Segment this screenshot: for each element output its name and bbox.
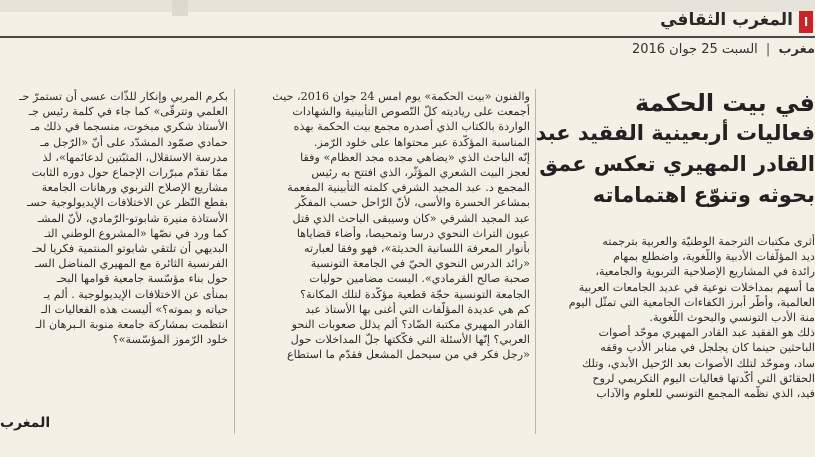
text-line: انتظمت بمشاركة جامعة منوبة الـبرهان الـ <box>35 318 228 332</box>
issue-day: السبت <box>721 42 758 57</box>
text-line: عيون التراث النحوي درسا وتمحيصا، وأضاء قضاياها <box>296 226 530 240</box>
faded-logo <box>172 0 188 16</box>
text-line: بأنوار المعرفة اللسانية الحديثة»، فهو وفقا لعبارته <box>303 242 530 256</box>
text-line: فيد، الذي نظّمه المجمع التونسي للعلوم والآداب <box>596 387 815 401</box>
text-line: ديد المؤلّفات الأدبية واللّغوية، واضطلع بمهام <box>613 250 815 264</box>
article-column-left <box>0 89 228 414</box>
article-column-right <box>545 234 815 457</box>
text-line: إنّه الباحث الذي «يضاهي مجده مجد العظام» وفقا <box>300 150 530 164</box>
publication-name: مغرب <box>778 42 815 57</box>
text-line: بكرم المربي وإنكار للذّات عسى أن تستمرّ حـ <box>19 90 228 103</box>
text-line: بمشاعر الحسرة والأسى، لأنّ الرّاحل حسب المفكّر <box>295 196 530 210</box>
text-line: منة الأدب التونسي والبحوث اللّغوية. <box>649 311 815 325</box>
text-line: البديهي أن تلتقي شابوتو المنتمية فكريا لحـ <box>32 242 228 256</box>
text-line: أجمعت على رياديته كلّ النّصوص التأبينية والشهادات <box>292 105 530 119</box>
text-line: المجمع د. عبد المجيد الشرفي كلمته التأبينية المفعمة <box>287 181 530 195</box>
text-line: الجامعة التونسية حجّة قطعية مؤكّدة لتلك المكانة؟ <box>300 287 530 301</box>
text-line: صحبة صالح القرمادي». اليست مضامين حوليات <box>309 272 530 286</box>
text-line: عبد المجيد الشرفي «كان وسيبقى الباحث الذي قتل <box>292 211 530 225</box>
footer-publication-label: المغرب <box>0 415 51 431</box>
text-line: رائدة في المشاريع الإصلاحية التربوية والجامعية، <box>595 265 815 279</box>
headline-line-3: القادر المهيري تعكس عمق <box>539 152 815 176</box>
text-line: المناسبة المؤكّدة عبر محتواها على خلود الرّمز. <box>313 135 530 149</box>
text-line: الواردة بالكتاب الذي أصدره مجمع بيت الحكمة بهذه <box>293 120 530 134</box>
column-divider <box>535 89 536 434</box>
header-rule <box>0 36 815 38</box>
text-line: حمادي صمّود المشدّد على أنّ «الرّجل مـ <box>40 135 228 149</box>
text-line: الأستاذ شكري مبخوت، منسجما في ذلك مـ <box>30 120 228 134</box>
text-line: حياته و بموته؟» أليست هذه الفعاليات الـ <box>41 302 228 316</box>
text-line: كم هي عديدة المؤلّفات التي أغنى بها الأستاذ عبد <box>305 302 530 316</box>
text-line: ساد، وموحّد لتلك الأصوات بعد الرّحيل الأبدي، وتلك <box>582 356 815 370</box>
text-line: لعجز البيت الشعري المؤثّر، الذي افتتح به رئيس <box>311 166 530 180</box>
section-title: المغرب الثقافي <box>660 10 793 30</box>
article-headline <box>535 88 815 211</box>
issue-date: 25 جوان 2016 <box>631 42 718 57</box>
text-line: الفرنسية الثائرة مع المهيري المناضل السـ <box>35 257 228 271</box>
dateline-separator: | <box>765 42 771 57</box>
column-divider <box>234 89 235 434</box>
text-line: ممّا تقدّم مبرّرات الإجماع حول دوره الثابت <box>31 166 228 180</box>
text-line: ذلك هو الفقيد عبد القادر المهيري موحّد أصوات <box>598 326 815 340</box>
text-line: الأستاذة منيرة شابوتو-الرّمادي، لأنّ المشـ <box>37 211 228 225</box>
text-line: مشاريع الإصلاح التربوي ورهانات الجامعة <box>41 181 228 195</box>
publication-logo: ا <box>799 11 813 33</box>
headline-line-1: في بيت الحكمة <box>634 89 815 117</box>
headline-line-4: بحوثه وتنوّع اهتماماته <box>592 183 815 207</box>
text-line: بمنأى عن الاختلافات الإيديولوجية . ألم يـ <box>43 287 228 301</box>
text-line: حول بناء مؤسّسة جامعية قوامها البحـ <box>56 272 228 286</box>
text-line: الباحثين حينما كان يجلجل في منابر الأدب وقفه <box>600 341 815 355</box>
text-line: مدرسة الاستقلال، المثبّتين لدعائمها»، لذ <box>42 150 228 164</box>
headline-line-2: فعاليات أربعينية الفقيد عبد <box>535 121 815 145</box>
text-line: أثرى مكتبات الترجمة الوطنيّة والعربية بترجمته <box>602 235 815 248</box>
text-line: «رجل فكر في من سيحمل المشعل فقدّم ما استطاع <box>286 348 530 362</box>
text-line: ما أسهم بمداخلات نوعية في عديد الجامعات العربية <box>578 280 815 294</box>
article-column-middle <box>240 89 530 439</box>
text-line: بقطع النّظر عن الاختلافات الإيديولوجية حسـ <box>27 196 228 210</box>
text-line: خلود الرّموز المؤسّسة»؟ <box>112 333 228 347</box>
text-line: العربي؟ إنّها الأسئلة التي فكّكتها جلّ المداخلات حول <box>290 333 530 347</box>
dateline <box>632 42 815 57</box>
text-line: كما ورد في نصّها «المشروع الوطني التـ <box>44 226 228 240</box>
text-line: الحقائق التي أكّدتها فعاليات اليوم التكريمي لروح <box>592 371 815 385</box>
text-line: العلمي وتترقّى» كما جاء في كلمة رئيس جـ <box>28 105 228 119</box>
text-line: القادر المهيري مكتبة الضّاد؟ ألم يذلل صعوبات النحو <box>291 318 530 332</box>
text-line: والفنون «بيت الحكمة» يوم امس 24 جوان 2016، حيث <box>272 90 530 103</box>
text-line: «رائد الدرس النحوي الحيّ في الجامعة التونسية <box>310 257 530 271</box>
text-line: العالمية، وأطّر أبرز الكفاءات الجامعية التي تمثّل اليوم <box>568 295 815 309</box>
